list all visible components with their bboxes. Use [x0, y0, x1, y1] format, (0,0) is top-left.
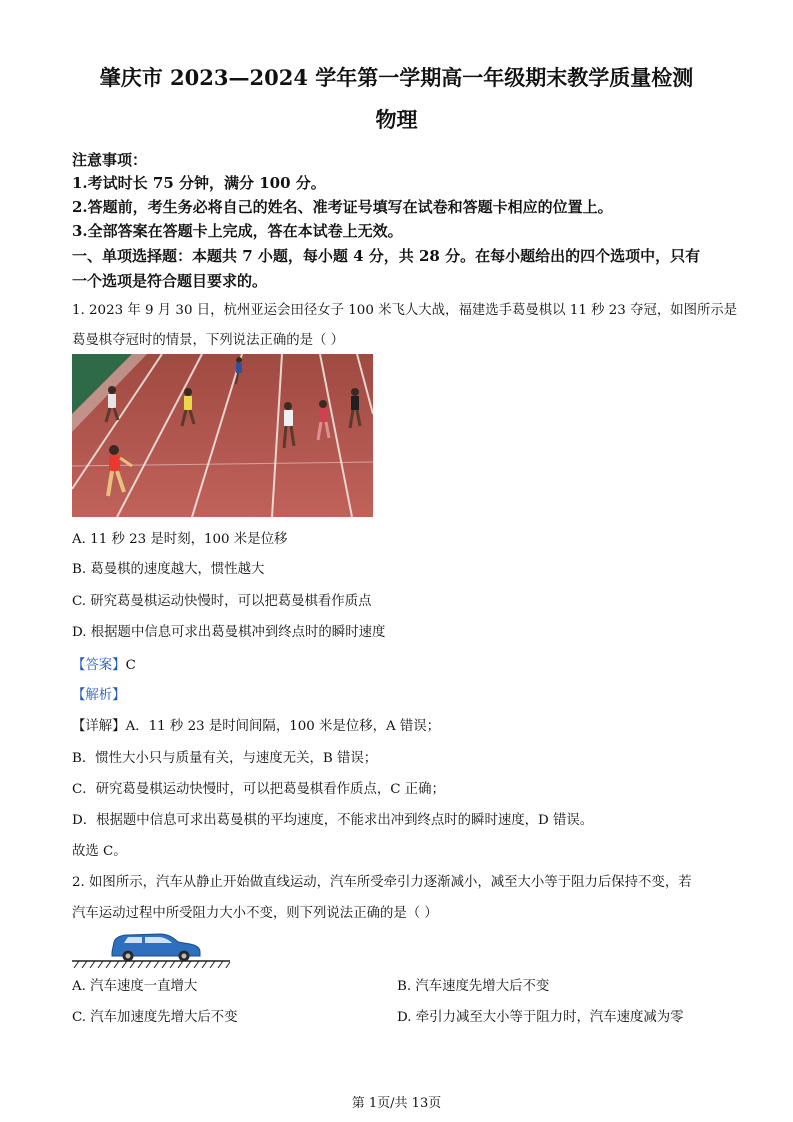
notice-item-3: 3.全部答案在答题卡上完成，答在本试卷上无效。	[72, 222, 403, 240]
answer-value: C	[125, 658, 136, 673]
q2-option-c: C. 汽车加速度先增大后不变	[72, 1010, 238, 1025]
exam-title: 肇庆市 2023—2024 学年第一学期高一年级期末教学质量检测	[99, 65, 694, 90]
q1-detail-line-4: D．根据题中信息可求出葛曼棋的平均速度，不能求出冲到终点时的瞬时速度，D 错误。	[72, 813, 594, 828]
detail-first-text: A．11 秒 23 是时间间隔，100 米是位移，A 错误；	[125, 719, 441, 734]
page-number: 第 1页/共 13页	[351, 1096, 442, 1111]
detail-tag: 【详解】	[72, 719, 126, 734]
q1-option-b: B. 葛曼棋的速度越大，惯性越大	[72, 562, 265, 577]
section1-line1: 一、单项选择题：本题共 7 小题，每小题 4 分，共 28 分。在每小题给出的四个选项中，只有	[72, 247, 701, 265]
q2-option-b: B. 汽车速度先增大后不变	[397, 979, 550, 994]
subject-title: 物理	[375, 107, 418, 132]
q2-stem-line2: 汽车运动过程中所受阻力大小不变，则下列说法正确的是（ ）	[72, 906, 438, 921]
car-on-road-diagram	[72, 924, 232, 968]
q2-option-a: A. 汽车速度一直增大	[72, 979, 198, 994]
q1-option-c: C. 研究葛曼棋运动快慢时，可以把葛曼棋看作质点	[72, 594, 372, 609]
q1-detail-line-3: C．研究葛曼棋运动快慢时，可以把葛曼棋看作质点，C 正确；	[72, 782, 445, 797]
q1-detail-line-2: B．惯性大小只与质量有关，与速度无关，B 错误；	[72, 751, 378, 766]
sprint-race-photo	[72, 354, 373, 517]
q1-detail-line-1	[72, 715, 440, 734]
q1-option-d: D. 根据题中信息可求出葛曼棋冲到终点时的瞬时速度	[72, 625, 386, 640]
q1-stem-line2: 葛曼棋夺冠时的情景，下列说法正确的是（ ）	[72, 333, 345, 348]
q1-option-a: A. 11 秒 23 是时刻，100 米是位移	[72, 532, 288, 547]
car-body	[112, 934, 200, 962]
notice-item-1: 1.考试时长 75 分钟，满分 100 分。	[72, 174, 326, 192]
q1-answer	[72, 654, 136, 673]
notice-heading: 注意事项：	[72, 151, 148, 169]
q1-conclusion: 故选 C。	[72, 844, 127, 859]
q2-option-d: D. 牵引力减至大小等于阻力时，汽车速度减为零	[397, 1010, 684, 1025]
analysis-tag: 【解析】	[72, 688, 126, 703]
notice-item-2: 2.答题前，考生务必将自己的姓名、准考证号填写在试卷和答题卡相应的位置上。	[72, 198, 613, 216]
q2-stem-line1: 2. 如图所示，汽车从静止开始做直线运动，汽车所受牵引力逐渐减小，减至大小等于阻力后保持不变，若	[72, 875, 692, 890]
answer-tag: 【答案】	[72, 658, 126, 673]
q1-stem-line1: 1. 2023 年 9 月 30 日，杭州亚运会田径女子 100 米飞人大战，福建选手葛曼棋以 11 秒 23 夺冠，如图所示是	[72, 303, 738, 318]
section1-line2: 一个选项是符合题目要求的。	[72, 272, 268, 290]
